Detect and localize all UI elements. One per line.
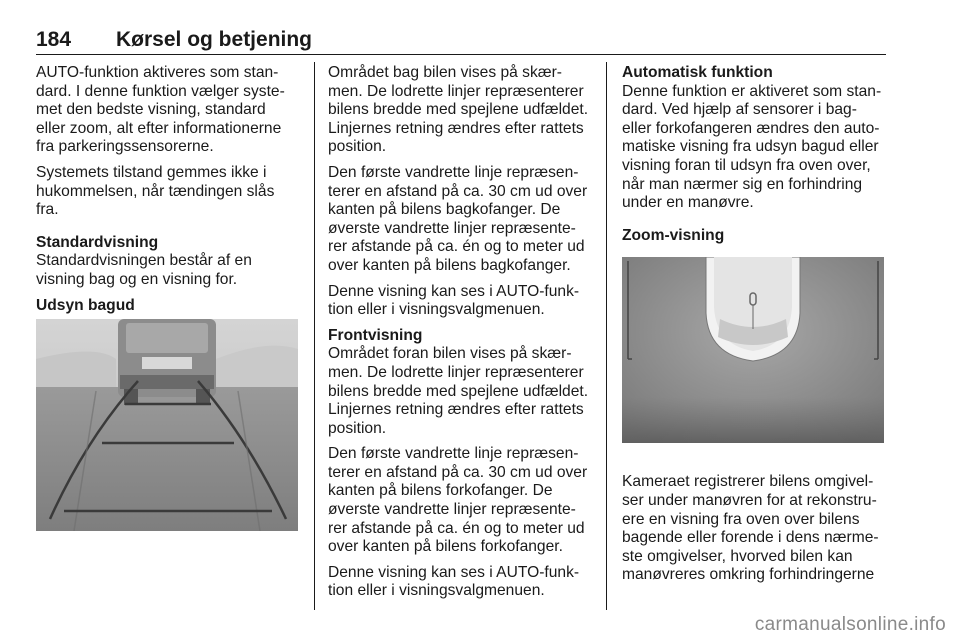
section-front: Frontvisning Området foran bilen vises på skær- men. De lodrette linjer repræsenterer bilens bredde med spejlene udfældet. Linjernes retning ændres efter rattets position. <box>328 327 600 439</box>
watermark: carmanualsonline.info <box>754 614 946 635</box>
paragraph: Systemets tilstand gemmes ikke i hukommelsen, når tændingen slås fra. <box>36 163 275 219</box>
figure-caption <box>36 297 306 316</box>
column-divider <box>606 62 607 610</box>
column-1 <box>36 64 306 531</box>
column-2 <box>328 64 600 608</box>
section-heading: Udsyn bagud <box>36 296 135 314</box>
paragraph: Den første vandrette linje repræsen- terer en afstand på ca. 30 cm ud over kanten på bilens bagkofanger. De øverste vandrette linjer repræsente- rer afstande på ca. én og to meter ud over kanten på bilens bagkofanger. <box>328 163 588 274</box>
paragraph: Denne visning kan ses i AUTO-funk- tion eller i visningsvalgmenuen. <box>328 282 580 319</box>
paragraph: Denne visning kan ses i AUTO-funk- tion eller i visningsvalgmenuen. <box>328 563 580 600</box>
page-header <box>36 28 886 52</box>
section-heading: Automatisk funktion <box>622 64 773 81</box>
paragraph: Den første vandrette linje repræsen- terer en afstand på ca. 30 cm ud over kanten på bilens forkofanger. De øverste vandrette linjer repræsente- rer afstande på ca. én og to meter ud over kanten på bilens forkofanger. <box>328 445 588 556</box>
section-auto: Automatisk funktion Denne funktion er aktiveret som stan- dard. Ved hjælp af sensorer i bag- eller forkofangeren ændres den auto- matiske visning fra udsyn bagud eller visning foran til udsyn fra oven over, når man nærmer sig en forhindring under en manøvre. <box>622 64 888 213</box>
zoom-view-figure <box>622 257 884 443</box>
chapter-title: Kørsel og betjening <box>116 28 313 51</box>
column-3 <box>622 64 888 592</box>
header-rule <box>36 54 886 55</box>
paragraph: Kameraet registrerer bilens omgivel- ser under manøvren for at rekonstru- ere en visning fra oven over bilens bagende eller forende i dens nærme- ste omgivelser, hvorved bilen kan manøvreres omkring forhindringerne <box>622 473 879 584</box>
column-divider <box>314 62 315 610</box>
license-plate <box>142 357 192 369</box>
page-number: 184 <box>36 28 72 51</box>
paragraph: Området bag bilen vises på skær- men. De lodrette linjer repræsenterer bilens bredde med spejlene udfældet. Linjernes retning ændres efter rattets position. <box>328 64 589 156</box>
section-heading: Frontvisning <box>328 326 423 344</box>
section-standard: Standardvisning Standardvisningen består af en visning bag og en visning for. <box>36 234 306 290</box>
section-heading: Zoom-visning <box>622 226 725 244</box>
section-heading: Standardvisning <box>36 233 159 251</box>
figure-caption <box>622 227 888 246</box>
rear-camera-figure <box>36 319 298 531</box>
paragraph: AUTO-funktion aktiveres som stan- dard. I denne funktion vælger syste- met den bedste visning, standard eller zoom, alt efter informationerne fra parkeringssensorerne. <box>36 64 285 156</box>
